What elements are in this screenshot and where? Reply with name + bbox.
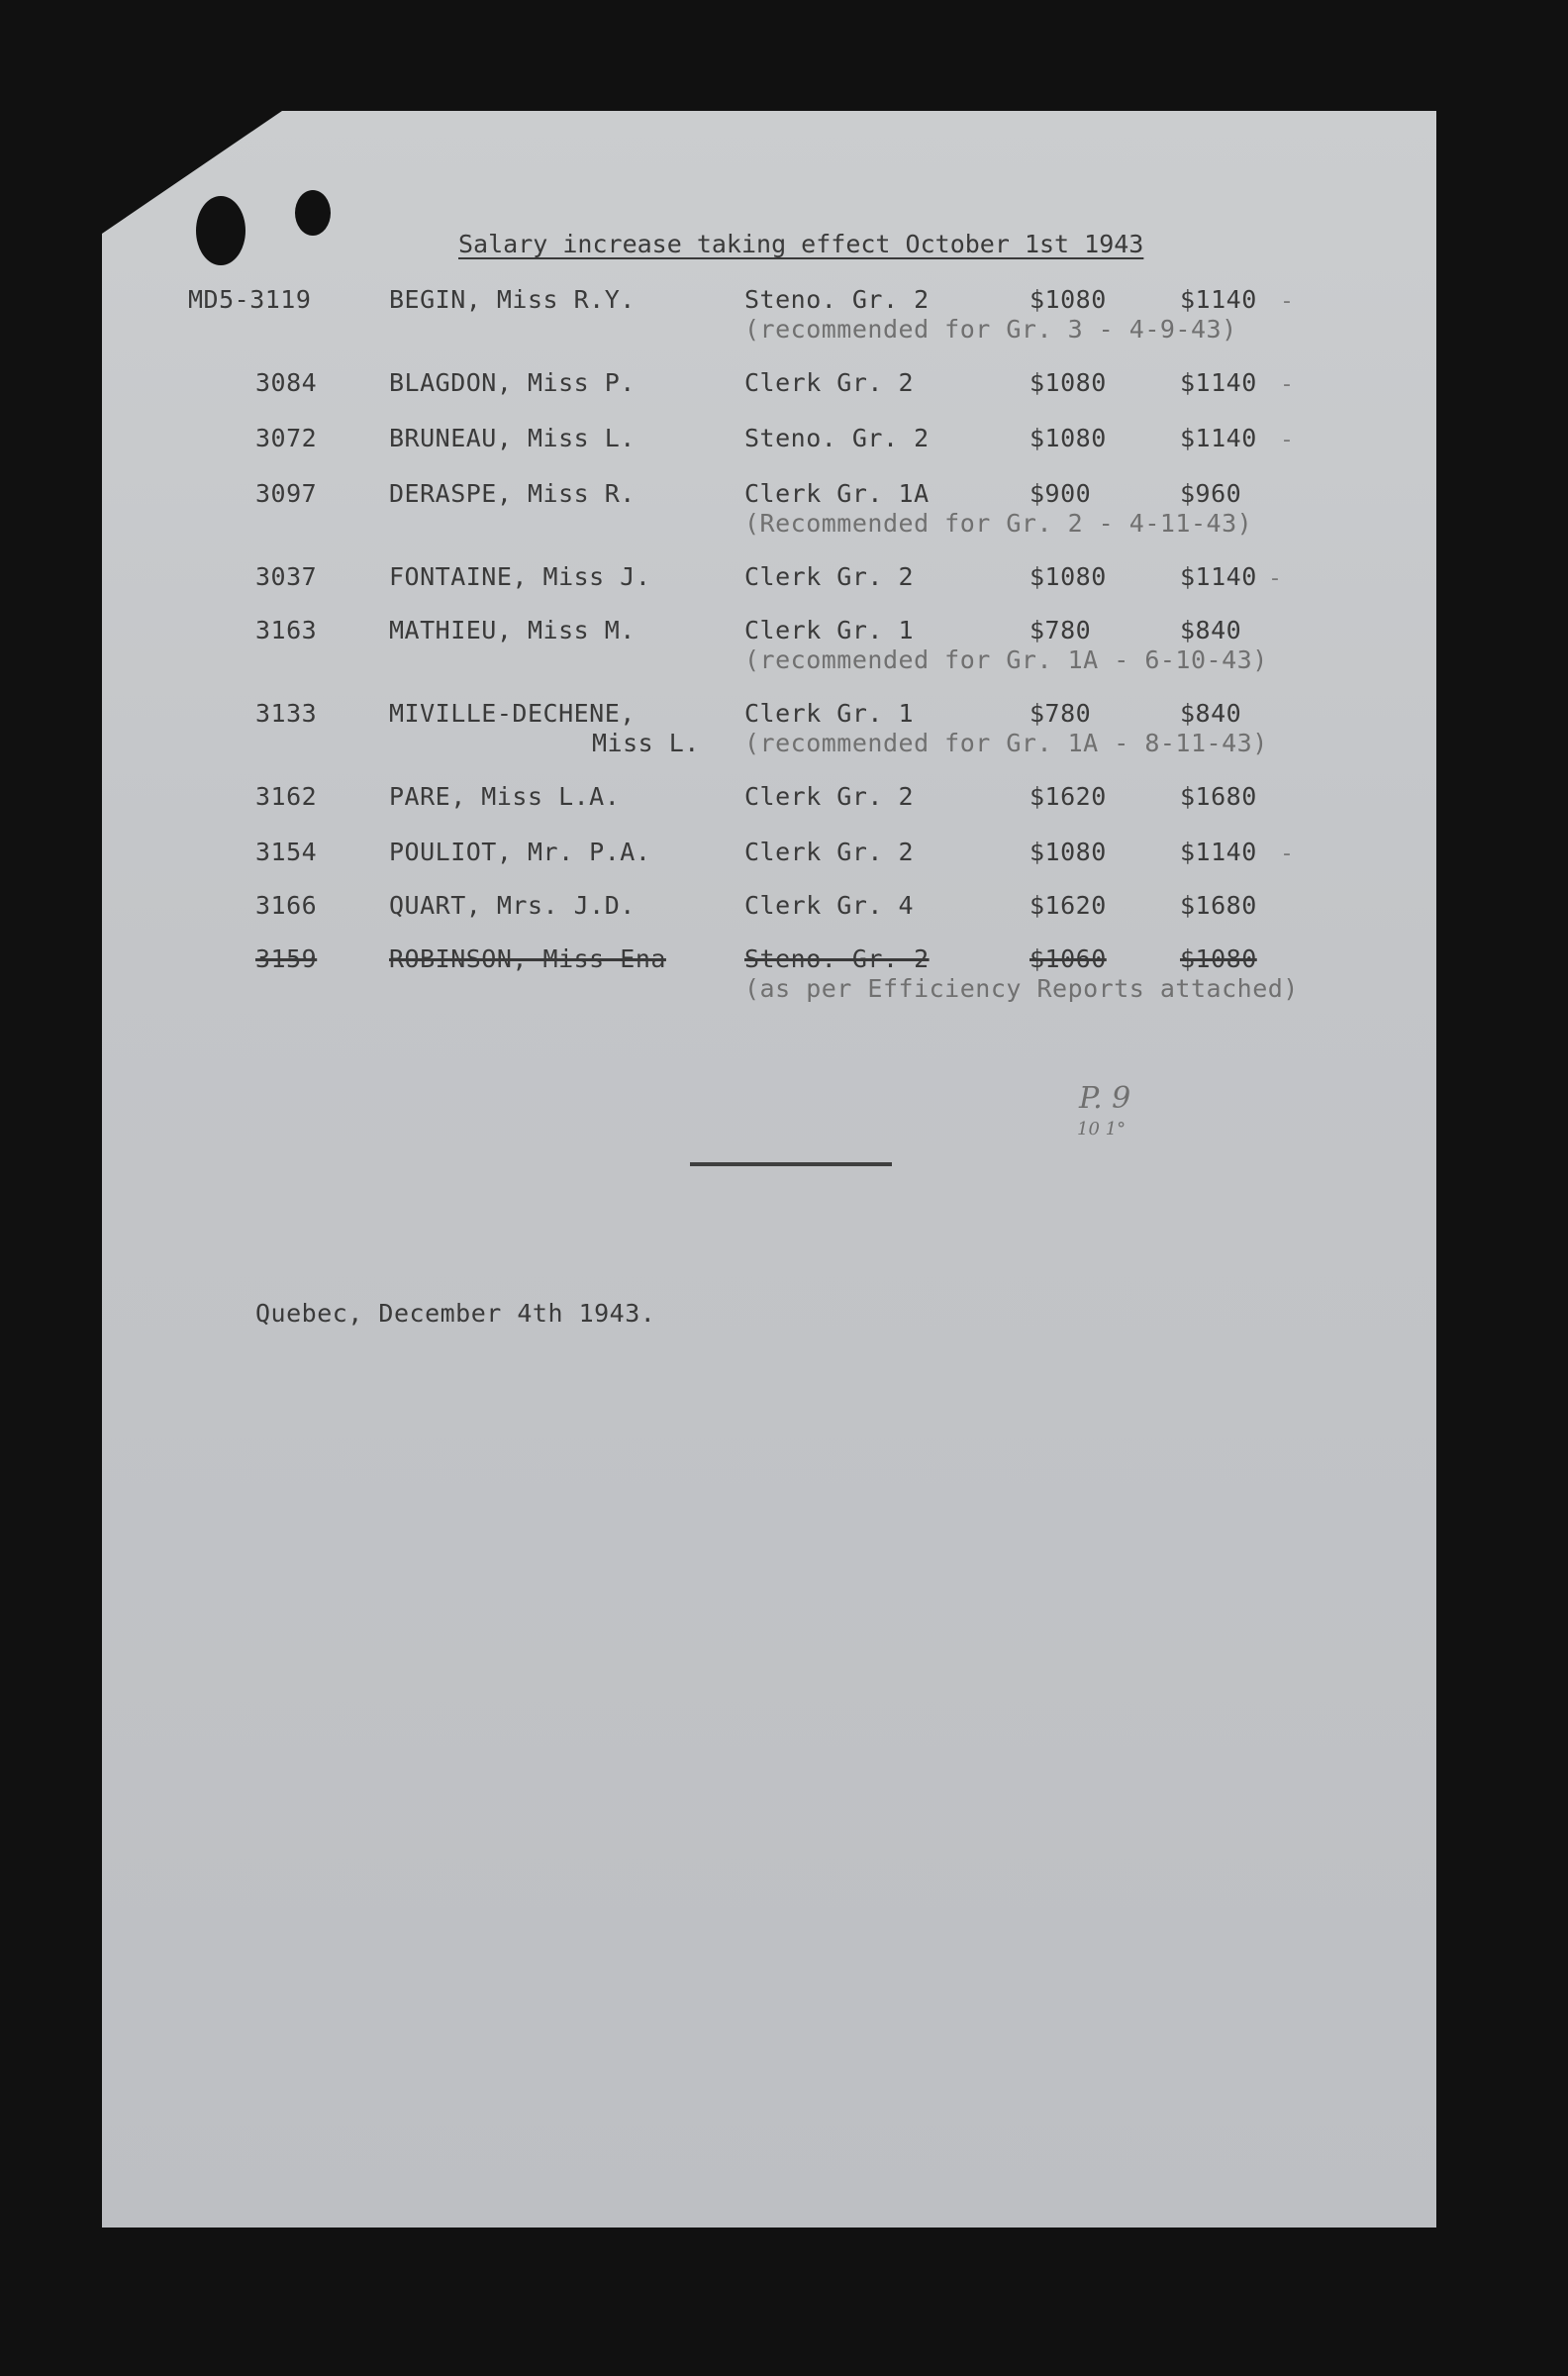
handwritten-number-mark: 10 1° [1077, 1119, 1127, 1139]
check-mark: - [1283, 372, 1291, 397]
row-position: Clerk Gr. 4 [744, 891, 915, 920]
row-old-salary: $900 [1029, 479, 1092, 508]
row-id: 3097 [255, 479, 318, 508]
row-position: Clerk Gr. 1 [744, 699, 915, 728]
row-id: 3037 [255, 562, 318, 591]
row-id: 3084 [255, 368, 318, 397]
row-id: 3154 [255, 838, 318, 866]
row-name: MIVILLE-DECHENE, [389, 699, 636, 728]
row-new-salary: $840 [1180, 699, 1242, 728]
row-old-salary: $1060 [1029, 944, 1107, 973]
row-old-salary: $1620 [1029, 891, 1107, 920]
row-id: 3159 [255, 944, 318, 973]
document-title: Salary increase taking effect October 1st 1943 [458, 230, 1144, 258]
handwritten-page-mark: P. 9 [1079, 1081, 1131, 1116]
row-id: MD5-3119 [188, 285, 312, 314]
check-mark: - [1283, 842, 1291, 866]
row-position: Steno. Gr. 2 [744, 285, 930, 314]
row-old-salary: $1620 [1029, 782, 1107, 811]
row-new-salary: $960 [1180, 479, 1242, 508]
check-mark: - [1283, 428, 1291, 452]
row-position: Clerk Gr. 2 [744, 782, 915, 811]
row-name: BLAGDON, Miss P. [389, 368, 636, 397]
place-date: Quebec, December 4th 1943. [255, 1299, 656, 1328]
row-old-salary: $1080 [1029, 838, 1107, 866]
row-name: BRUNEAU, Miss L. [389, 424, 636, 452]
row-new-salary: $1140 [1180, 368, 1257, 397]
row-name: ROBINSON, Miss Ena [389, 944, 666, 973]
row-name-continued: Miss L. [592, 729, 700, 757]
row-new-salary: $1140 [1180, 562, 1257, 591]
check-mark: - [1283, 289, 1291, 314]
row-old-salary: $780 [1029, 616, 1092, 644]
row-name: POULIOT, Mr. P.A. [389, 838, 651, 866]
row-position: Clerk Gr. 2 [744, 368, 915, 397]
punch-hole-right [295, 190, 331, 236]
row-position: Steno. Gr. 2 [744, 424, 930, 452]
row-name: DERASPE, Miss R. [389, 479, 636, 508]
punch-hole-left [196, 196, 245, 265]
row-id: 3133 [255, 699, 318, 728]
row-new-salary: $1140 [1180, 838, 1257, 866]
row-id: 3163 [255, 616, 318, 644]
row-id: 3072 [255, 424, 318, 452]
row-note: (recommended for Gr. 1A - 8-11-43) [744, 729, 1268, 757]
row-old-salary: $1080 [1029, 424, 1107, 452]
row-old-salary: $1080 [1029, 285, 1107, 314]
row-position: Clerk Gr. 2 [744, 838, 915, 866]
row-new-salary: $1680 [1180, 782, 1257, 811]
row-new-salary: $1140 [1180, 424, 1257, 452]
row-name: PARE, Miss L.A. [389, 782, 621, 811]
footnote: (as per Efficiency Reports attached) [744, 974, 1299, 1003]
check-mark: - [1271, 566, 1279, 591]
row-note: (recommended for Gr. 1A - 6-10-43) [744, 645, 1268, 674]
row-id: 3162 [255, 782, 318, 811]
row-position: Clerk Gr. 1A [744, 479, 930, 508]
row-old-salary: $780 [1029, 699, 1092, 728]
row-name: MATHIEU, Miss M. [389, 616, 636, 644]
row-id: 3166 [255, 891, 318, 920]
row-new-salary: $1140 [1180, 285, 1257, 314]
row-position: Steno. Gr. 2 [744, 944, 930, 973]
row-position: Clerk Gr. 2 [744, 562, 915, 591]
row-name: QUART, Mrs. J.D. [389, 891, 636, 920]
row-new-salary: $1680 [1180, 891, 1257, 920]
row-old-salary: $1080 [1029, 368, 1107, 397]
separator-rule [690, 1162, 892, 1166]
row-new-salary: $840 [1180, 616, 1242, 644]
row-position: Clerk Gr. 1 [744, 616, 915, 644]
row-new-salary: $1080 [1180, 944, 1257, 973]
row-name: FONTAINE, Miss J. [389, 562, 651, 591]
row-note: (recommended for Gr. 3 - 4-9-43) [744, 315, 1237, 344]
row-name: BEGIN, Miss R.Y. [389, 285, 636, 314]
row-old-salary: $1080 [1029, 562, 1107, 591]
row-note: (Recommended for Gr. 2 - 4-11-43) [744, 509, 1253, 538]
